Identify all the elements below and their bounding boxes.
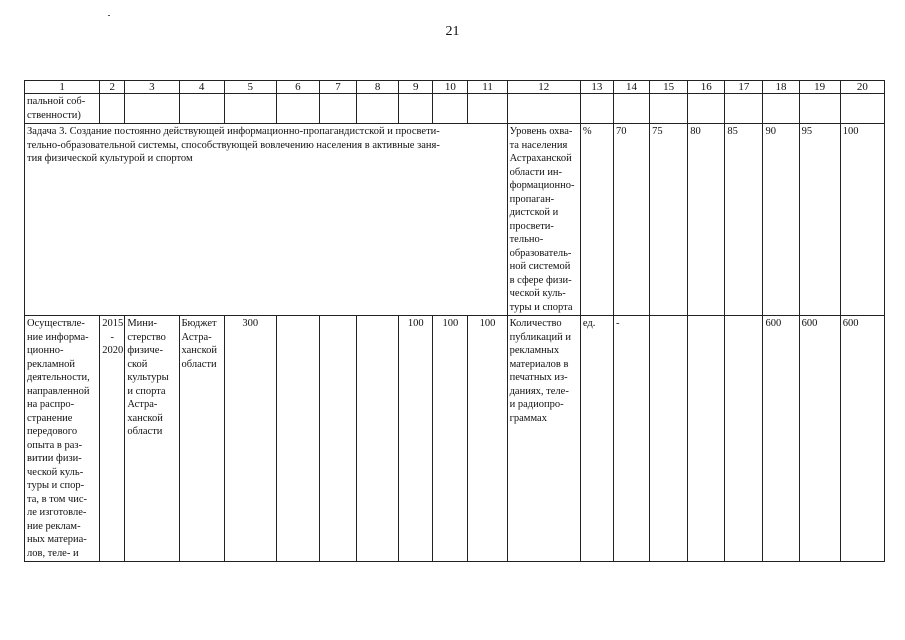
activity-value-5: 300 [224,316,276,562]
task-value-14: 70 [613,124,649,316]
activity-funding-source: Бюджет Астра- ханской области [179,316,224,562]
column-number: 9 [399,81,433,94]
activity-value-18: 600 [763,316,799,562]
task-unit: % [580,124,613,316]
activity-value-20: 600 [840,316,884,562]
empty-cell [319,316,356,562]
empty-cell [650,94,688,124]
column-number: 5 [224,81,276,94]
column-number-row [25,81,885,94]
column-number: 4 [179,81,224,94]
column-number: 15 [650,81,688,94]
activity-years: 2015 - 2020 [100,316,125,562]
column-number: 8 [357,81,399,94]
column-number: 10 [433,81,468,94]
empty-cell [179,94,224,124]
empty-cell [840,94,884,124]
empty-cell [688,94,725,124]
empty-cell [650,316,688,562]
task-value-20: 100 [840,124,884,316]
column-number: 11 [468,81,507,94]
column-number: 2 [100,81,125,94]
activity-name: Осуществле- ние информа- ционно- рекламной деятельности, направленной на распро- странение передового опыта в раз- витии физи- ческой куль- туры и спор- та, в том чис- ле изготовле- ние реклам- ных материа- лов, теле- и [25,316,100,562]
empty-cell [276,94,319,124]
activity-value-19: 600 [799,316,840,562]
activity-row [25,316,885,562]
column-number: 18 [763,81,799,94]
activity-unit: ед. [580,316,613,562]
empty-cell [433,94,468,124]
activity-executor: Мини- стерство физиче- ской культуры и спорта Астра- ханской области [125,316,179,562]
task-value-19: 95 [799,124,840,316]
empty-cell [688,316,725,562]
empty-cell [468,94,507,124]
empty-cell [319,94,356,124]
data-table [24,80,885,562]
empty-cell [125,94,179,124]
column-number: 17 [725,81,763,94]
column-number: 20 [840,81,884,94]
empty-cell [507,94,580,124]
column-number: 14 [613,81,649,94]
empty-cell [357,94,399,124]
column-number: 1 [25,81,100,94]
column-number: 12 [507,81,580,94]
task-row [25,124,885,316]
continuation-row [25,94,885,124]
activity-value-10: 100 [433,316,468,562]
column-number: 16 [688,81,725,94]
task-value-18: 90 [763,124,799,316]
activity-value-11: 100 [468,316,507,562]
task-value-17: 85 [725,124,763,316]
activity-value-9: 100 [399,316,433,562]
empty-cell [763,94,799,124]
empty-cell [100,94,125,124]
empty-cell [725,94,763,124]
column-number: 3 [125,81,179,94]
task-indicator: Уровень охва- та населения Астраханской области ин- формационно- пропаган- дистской и просвети- тельно- образователь- ной системой в сфере физи- ческой куль- туры и спорта [507,124,580,316]
empty-cell [399,94,433,124]
page-number: 21 [445,24,460,39]
empty-cell [580,94,613,124]
task-value-15: 75 [650,124,688,316]
activity-value-14: - [613,316,649,562]
empty-cell [725,316,763,562]
empty-cell [276,316,319,562]
empty-cell [357,316,399,562]
task-value-16: 80 [688,124,725,316]
task-description: Задача 3. Создание постоянно действующей информационно-пропагандистской и просвети- тельно-образовательной системы, способствующей вовлечению населения в активные заня- тия физической культурой и спортом [25,124,508,316]
column-number: 19 [799,81,840,94]
continuation-text: пальной соб- ственности) [25,94,100,124]
empty-cell [613,94,649,124]
column-number: 6 [276,81,319,94]
empty-cell [224,94,276,124]
empty-cell [799,94,840,124]
column-number: 13 [580,81,613,94]
scan-speck [108,15,110,16]
column-number: 7 [319,81,356,94]
activity-indicator: Количество публикаций и рекламных материалов в печатных из- даниях, теле- и радиопро- граммах [507,316,580,562]
